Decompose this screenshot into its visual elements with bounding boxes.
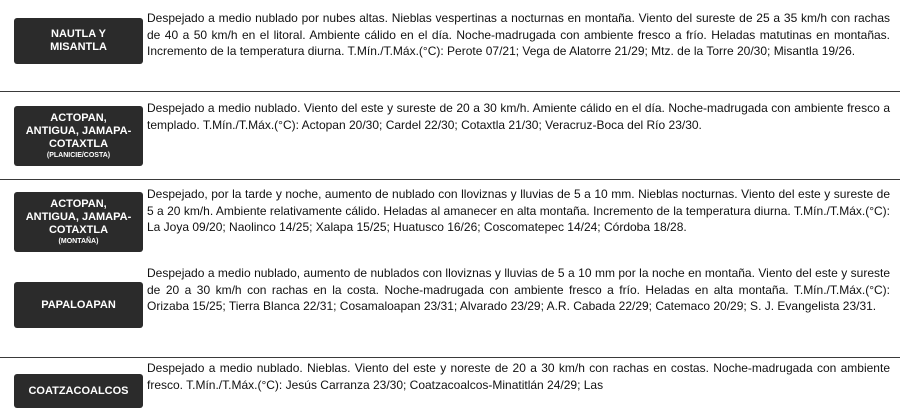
region-nautla-misantla: [0, 0, 900, 92]
region-actopan-montana: [0, 180, 900, 263]
region-coatzacoalcos: [0, 358, 900, 400]
region-name-line: ANTIGUA, JAMAPA-: [25, 125, 132, 137]
region-papaloapan: [0, 263, 900, 358]
region-subname: (MONTAÑA): [58, 238, 99, 245]
region-badge: [14, 18, 143, 64]
region-forecast-text: Despejado a medio nublado. Viento del este y sureste de 20 a 30 km/h. Amiente cálido en el día. Noche-madrugada con ambiente fresco a templado. T.Mín./T.Máx.(°C): Actopan 20/30; Cardel 22/30; Cotaxtla 21/30; Veracruz-Boca del Río 23/30.: [147, 101, 890, 132]
region-forecast-text: Despejado, por la tarde y noche, aumento de nublado con lloviznas y lluvias de 5 a 10 mm. Nieblas nocturnas. Viento del este y sureste de 5 a 20 km/h. Ambiente relativamente cálido. Heladas al amanecer en alta montaña. Incremento de la temperatura diurna. T.Mín./T.Máx.(°C): La Joya 09/20; Naolinco 14/25; Xalapa 15/25; Huatusco 16/26; Coscomatepec 14/24; Córdoba 18/28.: [147, 187, 890, 234]
region-name-line: COTAXTLA: [48, 224, 109, 236]
region-subname: (PLANICIE/COSTA): [46, 152, 111, 159]
region-forecast-text: Despejado a medio nublado. Nieblas. Viento del este y noreste de 20 a 30 km/h con rachas en costas. Noche-madrugada con ambiente fresco. T.Mín./T.Máx.(°C): Jesús Carranza 23/30; Coatzacoalcos-Minatitlán 24/29; Las: [147, 361, 890, 392]
region-name-line: NAUTLA Y: [51, 28, 106, 40]
region-badge: [14, 106, 143, 166]
region-badge: [14, 282, 143, 328]
region-forecast-text: Despejado a medio nublado por nubes altas. Nieblas vespertinas a nocturnas en montaña. Viento del sureste de 25 a 35 km/h con rachas de 40 a 50 km/h en el litoral. Ambiente cálido en el día. Noche-madrugada con ambiente fresco a frío. Heladas matutinas en montañas. Incremento de la temperatura diurna. T.Mín./T.Máx.(°C): Perote 07/21; Vega de Alatorre 21/29; Mtz. de la Torre 20/30; Misantla 19/26.: [147, 11, 890, 58]
region-name-line: ACTOPAN,: [50, 198, 107, 210]
region-name-line: COTAXTLA: [48, 138, 109, 150]
region-name-line: PAPALOAPAN: [41, 298, 116, 311]
region-name-line: MISANTLA: [50, 41, 107, 53]
region-actopan-planicie: [0, 92, 900, 180]
region-name-line: ACTOPAN,: [50, 112, 107, 124]
region-badge: [14, 374, 143, 408]
region-forecast-text: Despejado a medio nublado, aumento de nublados con lloviznas y lluvias de 5 a 10 mm por la noche en montaña. Viento del este y sureste de 20 a 30 km/h con rachas en la costa. Noche-madrugada con ambiente fresco a frío. Heladas en alta montaña. T.Mín./T.Máx.(°C): Orizaba 15/25; Tierra Blanca 22/31; Cosamaloapan 23/31; Alvarado 23/29; A.R. Cabada 22/29; Catemaco 20/29; S. J. Evangelista 23/31.: [147, 266, 890, 313]
region-badge: [14, 192, 143, 252]
region-name-line: ANTIGUA, JAMAPA-: [25, 211, 132, 223]
region-name-line: COATZACOALCOS: [28, 384, 129, 397]
